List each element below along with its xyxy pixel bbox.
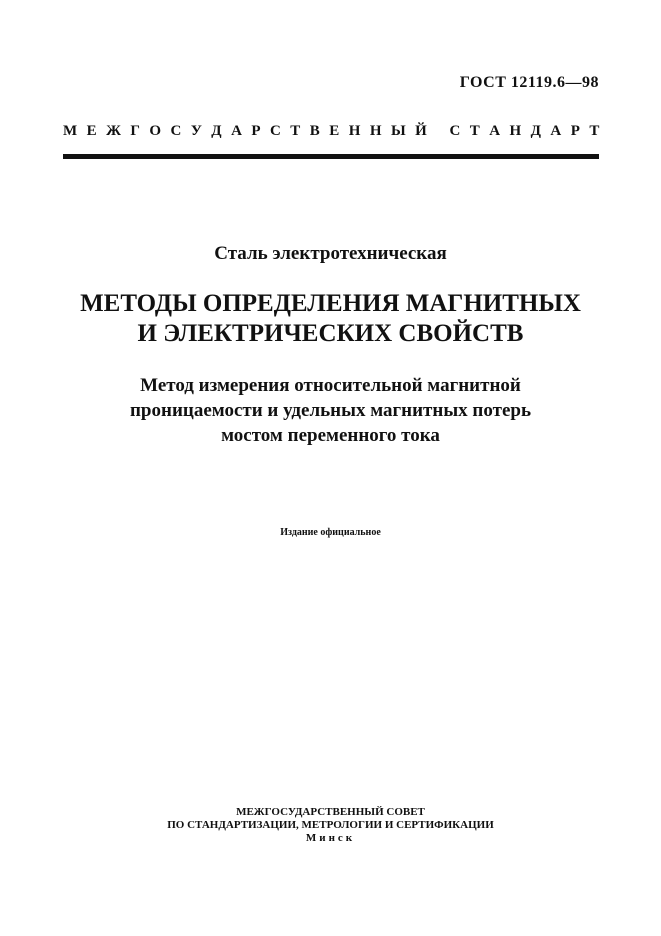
- heading-letter: Ы: [390, 123, 406, 139]
- heading-letter: Р: [251, 123, 261, 139]
- heading-letter: М: [63, 123, 78, 139]
- heading-letter: Р: [570, 123, 580, 139]
- publisher-city: Минск: [305, 832, 356, 844]
- heading-letter: В: [309, 123, 320, 139]
- subtitle-line: Метод измерения относительной магнитной: [140, 375, 521, 396]
- heading-gap: [436, 123, 440, 140]
- heading-letter: С: [449, 123, 461, 139]
- heading-letter: Н: [509, 123, 522, 139]
- standard-number: ГОСТ 12119.6—98: [459, 74, 599, 91]
- standard-type-heading: [63, 123, 599, 140]
- heading-letter: Н: [348, 123, 361, 139]
- title-line: МЕТОДЫ ОПРЕДЕЛЕНИЯ МАГНИТНЫХ: [80, 290, 581, 317]
- heading-letter: Д: [211, 123, 222, 139]
- title-line: И ЭЛЕКТРИЧЕСКИХ СВОЙСТВ: [137, 320, 524, 347]
- publisher-line: ПО СТАНДАРТИЗАЦИИ, МЕТРОЛОГИИ И СЕРТИФИКАЦИИ: [167, 819, 494, 831]
- heading-letter: Т: [469, 123, 480, 139]
- edition-note: Издание официальное: [280, 527, 381, 538]
- publisher-block: [0, 806, 661, 845]
- heading-letter: С: [170, 123, 182, 139]
- header-divider: [63, 154, 599, 159]
- document-title: [0, 289, 661, 349]
- heading-letter: Т: [290, 123, 301, 139]
- subtitle-line: мостом переменного тока: [221, 425, 440, 446]
- document-subtitle: [0, 373, 661, 448]
- heading-letter: Т: [589, 123, 600, 139]
- heading-letter: С: [269, 123, 281, 139]
- heading-letter: Е: [329, 123, 340, 139]
- heading-letter: Д: [530, 123, 541, 139]
- heading-letter: Й: [415, 123, 427, 139]
- heading-letter: Е: [86, 123, 97, 139]
- document-subject: Сталь электротехническая: [214, 243, 447, 264]
- heading-letter: А: [489, 123, 501, 139]
- heading-letter: Г: [130, 123, 140, 139]
- heading-letter: А: [231, 123, 242, 139]
- heading-letter: О: [149, 123, 162, 139]
- heading-letter: Ж: [106, 123, 121, 139]
- heading-letter: А: [550, 123, 562, 139]
- heading-letter: Н: [369, 123, 382, 139]
- publisher-line: МЕЖГОСУДАРСТВЕННЫЙ СОВЕТ: [236, 806, 425, 818]
- subtitle-line: проницаемости и удельных магнитных потерь: [129, 400, 531, 421]
- heading-letter: У: [190, 123, 202, 139]
